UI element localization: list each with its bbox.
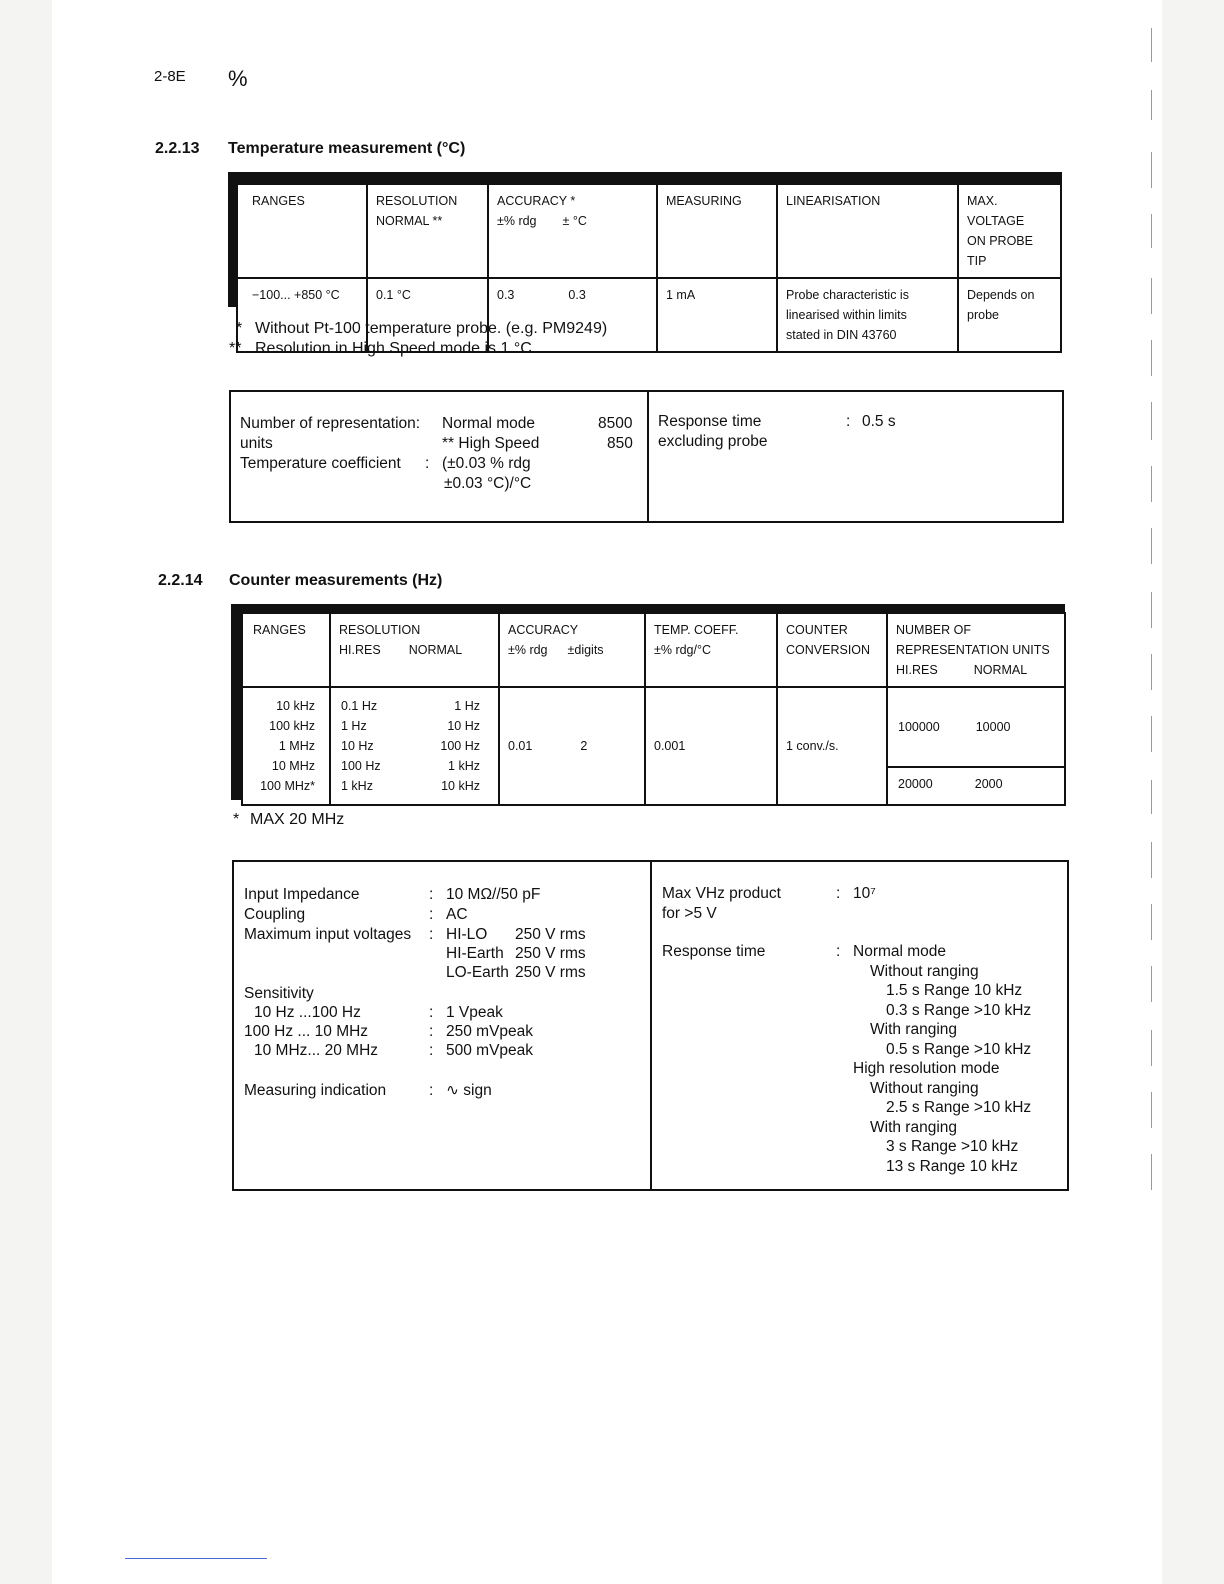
scan-edge-mark — [1145, 214, 1152, 248]
counter-footnote-mark: * — [233, 811, 240, 828]
scan-edge-mark — [1145, 842, 1152, 878]
tc-val-1: (±0.03 % rdg — [442, 455, 531, 472]
header-accuracy: ACCURACY — [508, 623, 579, 637]
max-input-2a: HI-Earth — [446, 945, 504, 962]
cell-linearisation-2: linearised within limits — [786, 308, 907, 322]
max-input-1b: 250 V rms — [515, 926, 586, 943]
scan-edge-mark — [1145, 592, 1152, 628]
range-cell: 100 kHz — [269, 719, 315, 733]
cell-units-normal-2: 2000 — [974, 777, 1003, 791]
max-input-1a: HI-LO — [446, 926, 488, 943]
section-number-temperature: 2.2.13 — [155, 140, 200, 157]
table-row — [242, 687, 1065, 805]
response-line: 0.3 s Range >10 kHz — [886, 1002, 1032, 1019]
response-line: 1.5 s Range 10 kHz — [886, 982, 1023, 999]
page-number: 2-8E — [154, 68, 186, 85]
res-hires-cell: 10 Hz — [341, 739, 374, 753]
header-linearisation: LINEARISATION — [786, 194, 881, 208]
box-divider — [650, 862, 652, 1189]
vhz-label-2: for >5 V — [662, 905, 717, 922]
cell-units-hires-2: 20000 — [898, 777, 933, 791]
response-line: Without ranging — [870, 1080, 979, 1097]
max-input-label: Maximum input voltages — [244, 926, 412, 943]
res-hires-cell: 1 Hz — [341, 719, 367, 733]
scan-edge-mark — [1145, 528, 1152, 564]
response-line: Without ranging — [870, 963, 979, 980]
nr-mode-2: ** High Speed — [442, 435, 540, 452]
cell-units-normal-1: 10000 — [975, 720, 1011, 734]
colon: : — [429, 1042, 434, 1059]
header-accuracy-c: ± °C — [562, 214, 587, 228]
colon: : — [429, 1082, 434, 1099]
max-input-3b: 250 V rms — [515, 964, 586, 981]
bottom-rule — [125, 1558, 267, 1559]
range-cell: 10 kHz — [276, 699, 315, 713]
footnote-dstar: Resolution in High Speed mode is 1 °C — [255, 340, 532, 357]
response-line: 3 s Range >10 kHz — [886, 1138, 1019, 1155]
header-temp-coeff: TEMP. COEFF. — [654, 623, 739, 637]
scan-edge-mark — [1145, 90, 1152, 120]
scan-edge-mark — [1145, 1154, 1152, 1190]
header-number-of: NUMBER OF — [896, 623, 971, 637]
header-acc-digits: ±digits — [567, 643, 604, 657]
header-num-normal: NORMAL — [973, 663, 1028, 677]
nr-label: Number of representation: — [240, 415, 421, 432]
colon: : — [836, 885, 841, 902]
header-ranges: RANGES — [253, 623, 306, 637]
footnote-dstar-mark: ** — [229, 340, 242, 357]
coupling-label: Coupling — [244, 906, 306, 923]
measuring-indication-value: ∿ sign — [446, 1082, 492, 1099]
impedance-value: 10 MΩ//50 pF — [446, 886, 541, 903]
scan-edge-mark — [1145, 654, 1152, 690]
header-res-hires: HI.RES — [339, 643, 381, 657]
scan-edge-mark — [1145, 780, 1152, 814]
scan-edge-mark — [1145, 1092, 1152, 1128]
resp-val: 0.5 s — [862, 413, 896, 430]
cell-measuring: 1 mA — [666, 288, 696, 302]
header-max-voltage: MAX. VOLTAGE — [967, 194, 1025, 228]
tc-colon: : — [425, 455, 430, 472]
header-temp-coeff-sub: ±% rdg/°C — [654, 643, 712, 657]
res-normal-cell: 10 kHz — [441, 779, 480, 793]
res-normal-cell: 1 Hz — [454, 699, 480, 713]
vhz-value: 10⁷ — [853, 885, 876, 902]
colon: : — [836, 943, 841, 960]
header-max-voltage-sub: ON PROBE TIP — [967, 234, 1033, 268]
header-ranges: RANGES — [252, 194, 305, 208]
cell-conversion: 1 conv./s. — [786, 739, 839, 753]
section-number-counter: 2.2.14 — [158, 572, 203, 589]
sens-2-label: 100 Hz ... 10 MHz — [244, 1023, 369, 1040]
scan-edge-mark — [1145, 904, 1152, 940]
section-title-temperature: Temperature measurement (°C) — [228, 140, 466, 157]
header-resolution-sub: NORMAL ** — [376, 214, 443, 228]
units-label: units — [240, 435, 273, 452]
cell-temp-coeff: 0.001 — [654, 739, 686, 753]
table-header-row — [237, 184, 1061, 278]
header-measuring: MEASURING — [666, 194, 742, 208]
resp-label: Response time — [658, 413, 762, 430]
colon: : — [429, 886, 434, 903]
percent-symbol: % — [228, 66, 248, 91]
range-cell: 100 MHz* — [260, 779, 315, 793]
header-accuracy-rdg: ±% rdg — [497, 214, 537, 228]
scan-edge-mark — [1145, 1030, 1152, 1066]
sens-2-value: 250 mVpeak — [446, 1023, 534, 1040]
res-hires-cell: 0.1 Hz — [341, 699, 378, 713]
colon: : — [429, 1023, 434, 1040]
cell-accuracy-rdg: 0.3 — [497, 288, 515, 302]
response-line: Normal mode — [853, 943, 947, 960]
impedance-label: Input Impedance — [244, 886, 360, 903]
footnote-star-mark: * — [236, 320, 243, 337]
cell-linearisation-3: stated in DIN 43760 — [786, 328, 897, 342]
res-hires-cell: 100 Hz — [341, 759, 381, 773]
header-res-normal: NORMAL — [408, 643, 463, 657]
header-resolution: RESOLUTION — [339, 623, 421, 637]
res-normal-cell: 10 Hz — [447, 719, 480, 733]
measuring-indication-label: Measuring indication — [244, 1082, 387, 1099]
counter-footnote: MAX 20 MHz — [250, 811, 345, 828]
vhz-label-1: Max VHz product — [662, 885, 781, 902]
sens-3-label: 10 MHz... 20 MHz — [254, 1042, 379, 1059]
res-normal-cell: 100 Hz — [440, 739, 480, 753]
cell-max-voltage-1: Depends on — [967, 288, 1035, 302]
scan-edge-mark — [1145, 402, 1152, 440]
nr-val-1: 8500 — [598, 415, 633, 432]
response-time-label: Response time — [662, 943, 766, 960]
res-normal-cell: 1 kHz — [448, 759, 480, 773]
cell-acc-rdg: 0.01 — [508, 739, 533, 753]
cell-range: −100... +850 °C — [252, 288, 340, 302]
response-line: With ranging — [870, 1021, 958, 1038]
cell-linearisation-1: Probe characteristic is — [786, 288, 909, 302]
nr-mode-1: Normal mode — [442, 415, 536, 432]
cell-acc-digits: 2 — [580, 739, 588, 753]
colon: : — [429, 1004, 434, 1021]
response-line: High resolution mode — [853, 1060, 1000, 1077]
scan-edge-mark — [1145, 152, 1152, 188]
response-line: 0.5 s Range >10 kHz — [886, 1041, 1032, 1058]
resp-colon: : — [846, 413, 851, 430]
scan-edge-mark — [1145, 466, 1152, 502]
section-title-counter: Counter measurements (Hz) — [229, 572, 443, 589]
header-representation-units: REPRESENTATION UNITS — [896, 643, 1050, 657]
response-line: With ranging — [870, 1119, 958, 1136]
res-hires-cell: 1 kHz — [341, 779, 373, 793]
header-counter: COUNTER — [786, 623, 848, 637]
response-line: 2.5 s Range >10 kHz — [886, 1099, 1032, 1116]
range-cell: 1 MHz — [278, 739, 315, 753]
header-resolution: RESOLUTION — [376, 194, 458, 208]
scan-edge-mark — [1145, 28, 1152, 62]
colon: : — [429, 926, 434, 943]
scan-edge-mark — [1145, 716, 1152, 752]
counter-table — [241, 612, 1066, 806]
cell-resolution: 0.1 °C — [376, 288, 411, 302]
range-cell: 10 MHz — [271, 759, 315, 773]
nr-val-2: 850 — [607, 435, 633, 452]
header-accuracy: ACCURACY * — [497, 194, 576, 208]
cell-accuracy-c: 0.3 — [568, 288, 586, 302]
cell-max-voltage-2: probe — [967, 308, 999, 322]
tc-label: Temperature coefficient — [240, 455, 401, 472]
tc-val-2: ±0.03 °C)/°C — [444, 475, 532, 492]
resp-sub: excluding probe — [658, 433, 768, 450]
colon: : — [429, 906, 434, 923]
max-input-2b: 250 V rms — [515, 945, 586, 962]
max-input-3a: LO-Earth — [446, 964, 509, 981]
header-acc-rdg: ±% rdg — [508, 643, 548, 657]
header-conversion: CONVERSION — [786, 643, 871, 657]
cell-units-hires-1: 100000 — [898, 720, 940, 734]
sensitivity-label: Sensitivity — [244, 985, 314, 1002]
table-header-row — [242, 613, 1065, 687]
sens-1-value: 1 Vpeak — [446, 1004, 503, 1021]
scan-edge-mark — [1145, 966, 1152, 1002]
header-num-hires: HI.RES — [896, 663, 938, 677]
box-divider — [647, 392, 649, 521]
response-line: 13 s Range 10 kHz — [886, 1158, 1018, 1175]
scan-edge-mark — [1145, 340, 1152, 376]
scan-edge-mark — [1145, 278, 1152, 314]
footnote-star: Without Pt-100 temperature probe. (e.g. PM9249) — [255, 320, 608, 337]
coupling-value: AC — [446, 906, 468, 923]
sens-3-value: 500 mVpeak — [446, 1042, 534, 1059]
sens-1-label: 10 Hz ...100 Hz — [254, 1004, 361, 1021]
